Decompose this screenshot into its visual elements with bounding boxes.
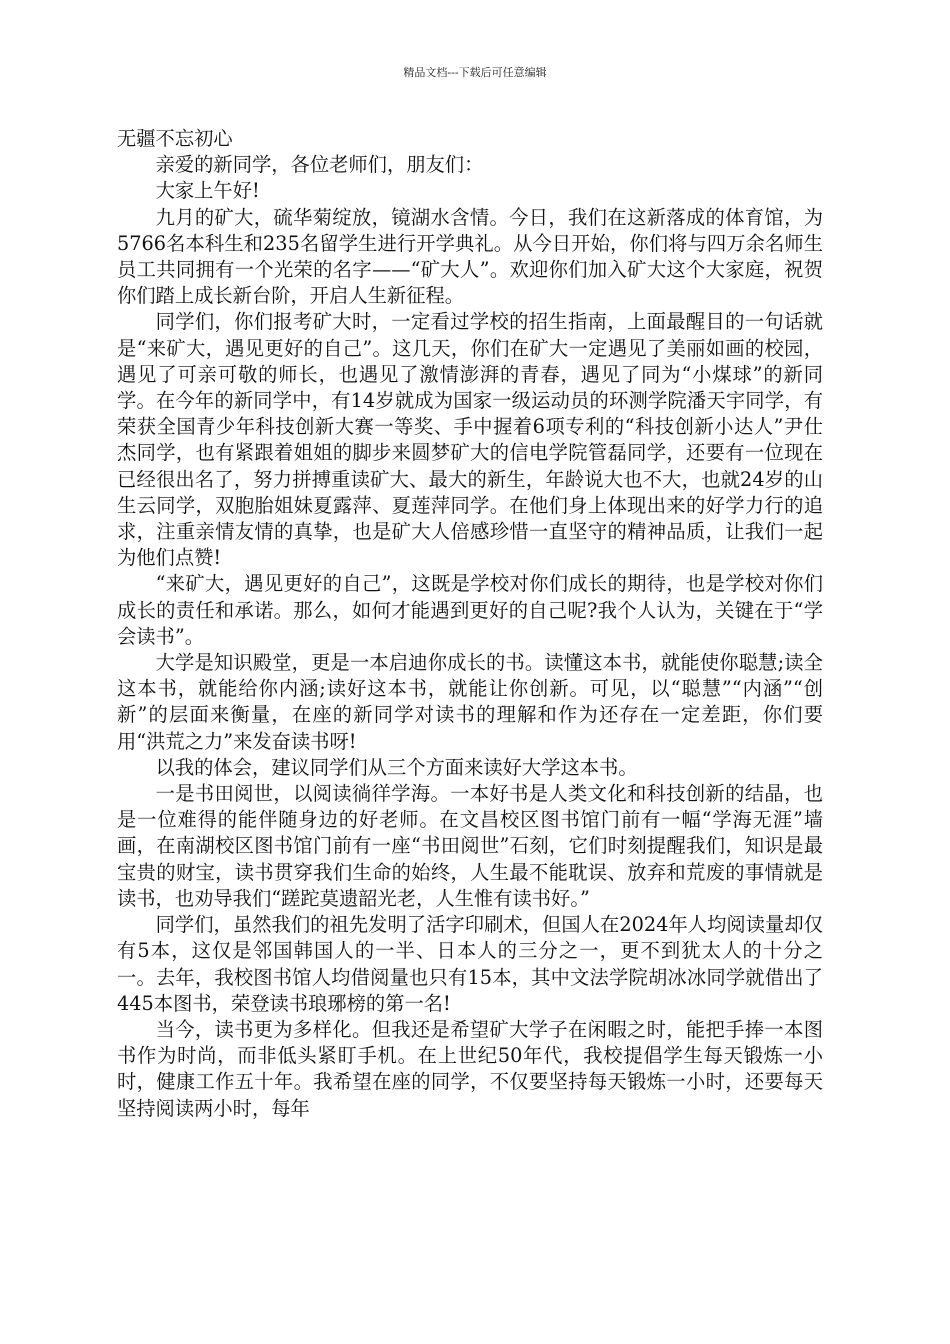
paragraph-reading-habits: 当今，读书更为多样化。但我还是希望矿大学子在闲暇之时，能把手捧一本图书作为时尚，而非低头紧盯手机。在上世纪50年代，我校提倡学生每天锻炼一小时，健康工作五十年。我希望在座的同学，不仅要坚持每天锻炼一小时，还要每天坚持阅读两小时，每年 bbox=[117, 1017, 823, 1120]
paragraph-greeting: 大家上午好! bbox=[155, 179, 260, 203]
paragraph-salutation: 亲爱的新同学，各位老师们，朋友们： bbox=[155, 153, 484, 177]
document-title: 无疆不忘初心 bbox=[117, 127, 233, 150]
document-body bbox=[117, 126, 823, 1122]
paragraph-three-aspects: 以我的体会，建议同学们从三个方面来读好大学这本书。 bbox=[155, 755, 638, 779]
page-header: 精品文档---下载后可任意编辑 bbox=[403, 66, 547, 79]
paragraph-reading-stats: 同学们，虽然我们的祖先发明了活字印刷术，但国人在2024年人均阅读量却仅有5本，这仅是邻国韩国人的一半、日本人的三分之一，更不到犹太人的十分之一。去年，我校图书馆人均借阅量也只有15本，其中文法学院胡冰冰同学就借出了445本图书，荣登读书琅琊榜的第一名! bbox=[117, 913, 823, 1015]
paragraph-welcome: 九月的矿大，硫华菊绽放，镜湖水含情。今日，我们在这新落成的体育馆，为5766名本科生和235名留学生进行开学典礼。从今日开始，你们将与四万余名师生员工共同拥有一个光荣的名字——“矿大人”。欢迎你们加入矿大这个大家庭，祝贺你们踏上成长新台阶，开启人生新征程。 bbox=[117, 205, 823, 308]
paragraph-university-book: 大学是知识殿堂，更是一本启迪你成长的书。读懂这本书，就能使你聪慧;读全这本书，就能给你内涵;读好这本书，就能让你创新。可见，以“聪慧”“内涵”“创新”的层面来衡量，在座的新同学对读书的理解和作为还存在一定差距，你们要用“洪荒之力”来发奋读书呀! bbox=[117, 651, 823, 753]
paragraph-reading: 一是书田阅世，以阅读徜徉学海。一本好书是人类文化和科技创新的结晶，也是一位难得的能伴随身边的好老师。在文昌校区图书馆门前有一幅“学海无涯”墙画，在南湖校区图书馆门前有一座“书田阅世”石刻，它们时刻提醒我们，知识是最宝贵的财宝，读书贯穿我们生命的始终，人生最不能耽误、放弃和荒废的事情就是读书，也劝导我们“蹉跎莫遗韶光老，人生惟有读书好。” bbox=[117, 782, 823, 910]
paragraph-better-self: “来矿大，遇见更好的自己”，这既是学校对你们成长的期待，也是学校对你们成长的责任和承诺。那么，如何才能遇到更好的自己呢?我个人认为，关键在于“学会读书”。 bbox=[117, 572, 823, 648]
paragraph-new-students: 同学们，你们报考矿大时，一定看过学校的招生指南，上面最醒目的一句话就是“来矿大，遇见更好的自己”。这几天，你们在矿大一定遇见了美丽如画的校园，遇见了可亲可敬的师长，也遇见了激情澎湃的青春，遇见了同为“小煤球”的新同学。在今年的新同学中，有14岁就成为国家一级运动员的环测学院潘天宇同学，有荣获全国青少年科技创新大赛一等奖、手中握着6项专利的“科技创新小达人”尹仕杰同学，也有紧跟着姐姐的脚步来圆梦矿大的信电学院管磊同学，还要有一位现在已经很出名了，努力拼搏重读矿大、最大的新生，年龄说大也不大，也就24岁的山生云同学，双胞胎姐妹夏露萍、夏莲萍同学。在他们身上体现出来的好学力行的追求，注重亲情友情的真挚，也是矿大人倍感珍惜一直坚守的精神品质，让我们一起为他们点赞! bbox=[117, 310, 823, 570]
